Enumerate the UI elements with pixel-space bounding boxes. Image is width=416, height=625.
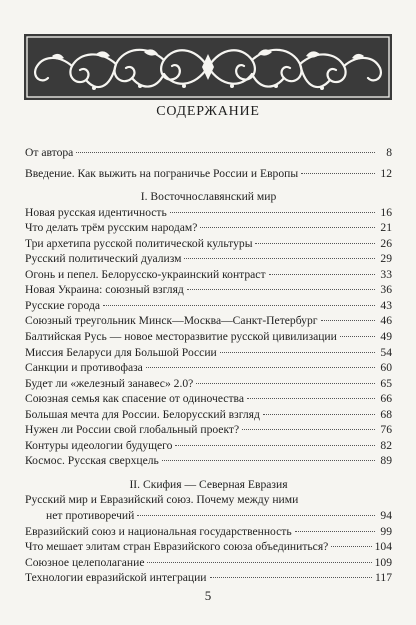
- toc-entry-multiline-continuation[interactable]: [25, 508, 392, 524]
- dot-leader: [263, 413, 375, 415]
- toc-entry[interactable]: [25, 555, 392, 571]
- toc-entry-page: 82: [380, 438, 392, 452]
- toc-entry-title: Балтийская Русь — новое месторазвитие русской цивилизации: [25, 330, 337, 344]
- toc-entry-title: Новая Украина: союзный взгляд: [25, 283, 184, 297]
- dot-leader: [340, 335, 375, 337]
- dot-leader: [147, 561, 371, 563]
- section-heading: II. Скифия — Северная Евразия: [129, 477, 288, 491]
- toc-entry[interactable]: [25, 298, 392, 314]
- toc-entry-title: От автора: [25, 146, 74, 159]
- toc-entry[interactable]: [25, 570, 392, 586]
- toc-entry[interactable]: [25, 251, 392, 267]
- toc-entry-title: Союзная семья как спасение от одиночества: [25, 392, 244, 406]
- toc-entry-page: 36: [380, 283, 392, 297]
- toc-entry-title: Миссия Беларуси для Большой России: [25, 345, 217, 359]
- toc-entry-page: 29: [380, 252, 392, 266]
- toc-entry-title: Большая мечта для России. Белорусский взгляд: [25, 407, 260, 421]
- toc-entry-page: 16: [380, 205, 392, 219]
- dot-leader: [321, 319, 375, 321]
- toc-entry[interactable]: [25, 205, 392, 221]
- dot-leader: [295, 530, 375, 532]
- toc-entry-page: 12: [380, 166, 392, 180]
- toc-entry[interactable]: [25, 360, 392, 376]
- toc-entry-page: 54: [380, 345, 392, 359]
- dot-leader: [210, 576, 373, 578]
- toc-entry-title: Санкции и противофаза: [25, 361, 143, 375]
- toc-entry-page: 117: [375, 571, 392, 585]
- toc-entry[interactable]: [25, 376, 392, 392]
- toc-entry-title: Введение. Как выжить на пограничье России и Европы: [25, 166, 299, 180]
- toc-entry[interactable]: [25, 282, 392, 298]
- toc-entry[interactable]: [25, 407, 392, 423]
- toc-entry-page: 109: [374, 555, 392, 569]
- toc-entry-introduction[interactable]: [25, 166, 392, 182]
- toc-entry[interactable]: [25, 422, 392, 438]
- toc-entry[interactable]: [25, 345, 392, 361]
- dot-leader: [175, 444, 375, 446]
- toc-entry[interactable]: [25, 220, 392, 236]
- dot-leader: [184, 257, 375, 259]
- toc-entry-title: Союзное целеполагание: [25, 555, 145, 569]
- toc-entry[interactable]: [25, 329, 392, 345]
- dot-leader: [196, 382, 375, 384]
- toc-entry[interactable]: [25, 539, 392, 555]
- toc-entry-page: 60: [380, 361, 392, 375]
- ornamental-header-band: [24, 34, 392, 100]
- dot-leader: [170, 211, 375, 213]
- toc-entry-title: Космос. Русская сверхцель: [25, 454, 159, 468]
- section-heading: I. Восточнославянский мир: [140, 190, 277, 204]
- toc-entry[interactable]: [25, 267, 392, 283]
- toc-entry-page: 76: [380, 423, 392, 437]
- toc-entry-title-continuation: нет противоречий: [46, 509, 135, 523]
- dot-leader: [269, 273, 375, 275]
- toc-entry-title: Три архетипа русской политической культуры: [25, 236, 253, 250]
- dot-leader: [247, 397, 375, 399]
- toc-entry-multiline-first[interactable]: [25, 492, 392, 508]
- toc-title: СОДЕРЖАНИЕ: [156, 104, 260, 119]
- dot-leader: [301, 172, 375, 174]
- table-of-contents: [25, 145, 392, 586]
- toc-entry-page: 33: [380, 267, 392, 281]
- toc-entry-title: Технологии евразийской интеграции: [25, 571, 207, 585]
- dot-leader: [146, 366, 375, 368]
- toc-entry-title: Евразийский союз и национальная государственность: [25, 524, 292, 538]
- dot-leader: [103, 304, 375, 306]
- page-number: 5: [204, 588, 212, 603]
- toc-entry-title: Русский политический дуализм: [25, 252, 182, 266]
- toc-entry-page: 8: [386, 146, 392, 159]
- toc-entry-page: 43: [380, 298, 392, 312]
- toc-entry-page: 99: [380, 524, 392, 538]
- toc-entry-page: 104: [374, 540, 392, 554]
- dot-leader: [200, 226, 375, 228]
- toc-entry-page: 65: [380, 376, 392, 390]
- toc-entry[interactable]: [25, 524, 392, 540]
- toc-entry-title: Русские города: [25, 298, 100, 312]
- toc-entry-page: 66: [380, 392, 392, 406]
- toc-entry[interactable]: [25, 438, 392, 454]
- toc-entry-page: 26: [380, 236, 392, 250]
- toc-entry-title: Будет ли «железный занавес» 2.0?: [25, 376, 194, 390]
- toc-entry-title: Что мешает элитам стран Евразийского союза объединиться?: [25, 540, 329, 554]
- dot-leader: [331, 545, 371, 547]
- dot-leader: [162, 459, 375, 461]
- dot-leader: [187, 288, 375, 290]
- dot-leader: [255, 242, 375, 244]
- toc-entry-page: 89: [380, 454, 392, 468]
- toc-entry-title: Новая русская идентичность: [25, 205, 167, 219]
- dot-leader: [220, 351, 375, 353]
- toc-entry-title: Нужен ли России свой глобальный проект?: [25, 423, 240, 437]
- toc-entry[interactable]: [25, 236, 392, 252]
- toc-entry[interactable]: [25, 391, 392, 407]
- toc-entry-page: 94: [380, 509, 392, 523]
- dot-leader: [242, 428, 375, 430]
- toc-entry-title: Союзный треугольник Минск—Москва—Санкт-Петербург: [25, 314, 318, 328]
- toc-entry[interactable]: [25, 313, 392, 329]
- dot-leader: [137, 514, 375, 516]
- toc-entry-title: Контуры идеологии будущего: [25, 438, 173, 452]
- toc-entry-page: 21: [380, 221, 392, 235]
- toc-entry-page: 49: [380, 330, 392, 344]
- toc-entry-title: Огонь и пепел. Белорусско-украинский контраст: [25, 267, 266, 281]
- dot-leader: [76, 151, 375, 153]
- toc-entry-title: Что делать трём русским народам?: [25, 221, 198, 235]
- toc-entry-author[interactable]: [25, 145, 392, 161]
- toc-entry-page: 68: [380, 407, 392, 421]
- toc-entry[interactable]: [25, 453, 392, 469]
- toc-entry-page: 46: [380, 314, 392, 328]
- toc-entry-title: Русский мир и Евразийский союз. Почему между ними: [25, 493, 299, 507]
